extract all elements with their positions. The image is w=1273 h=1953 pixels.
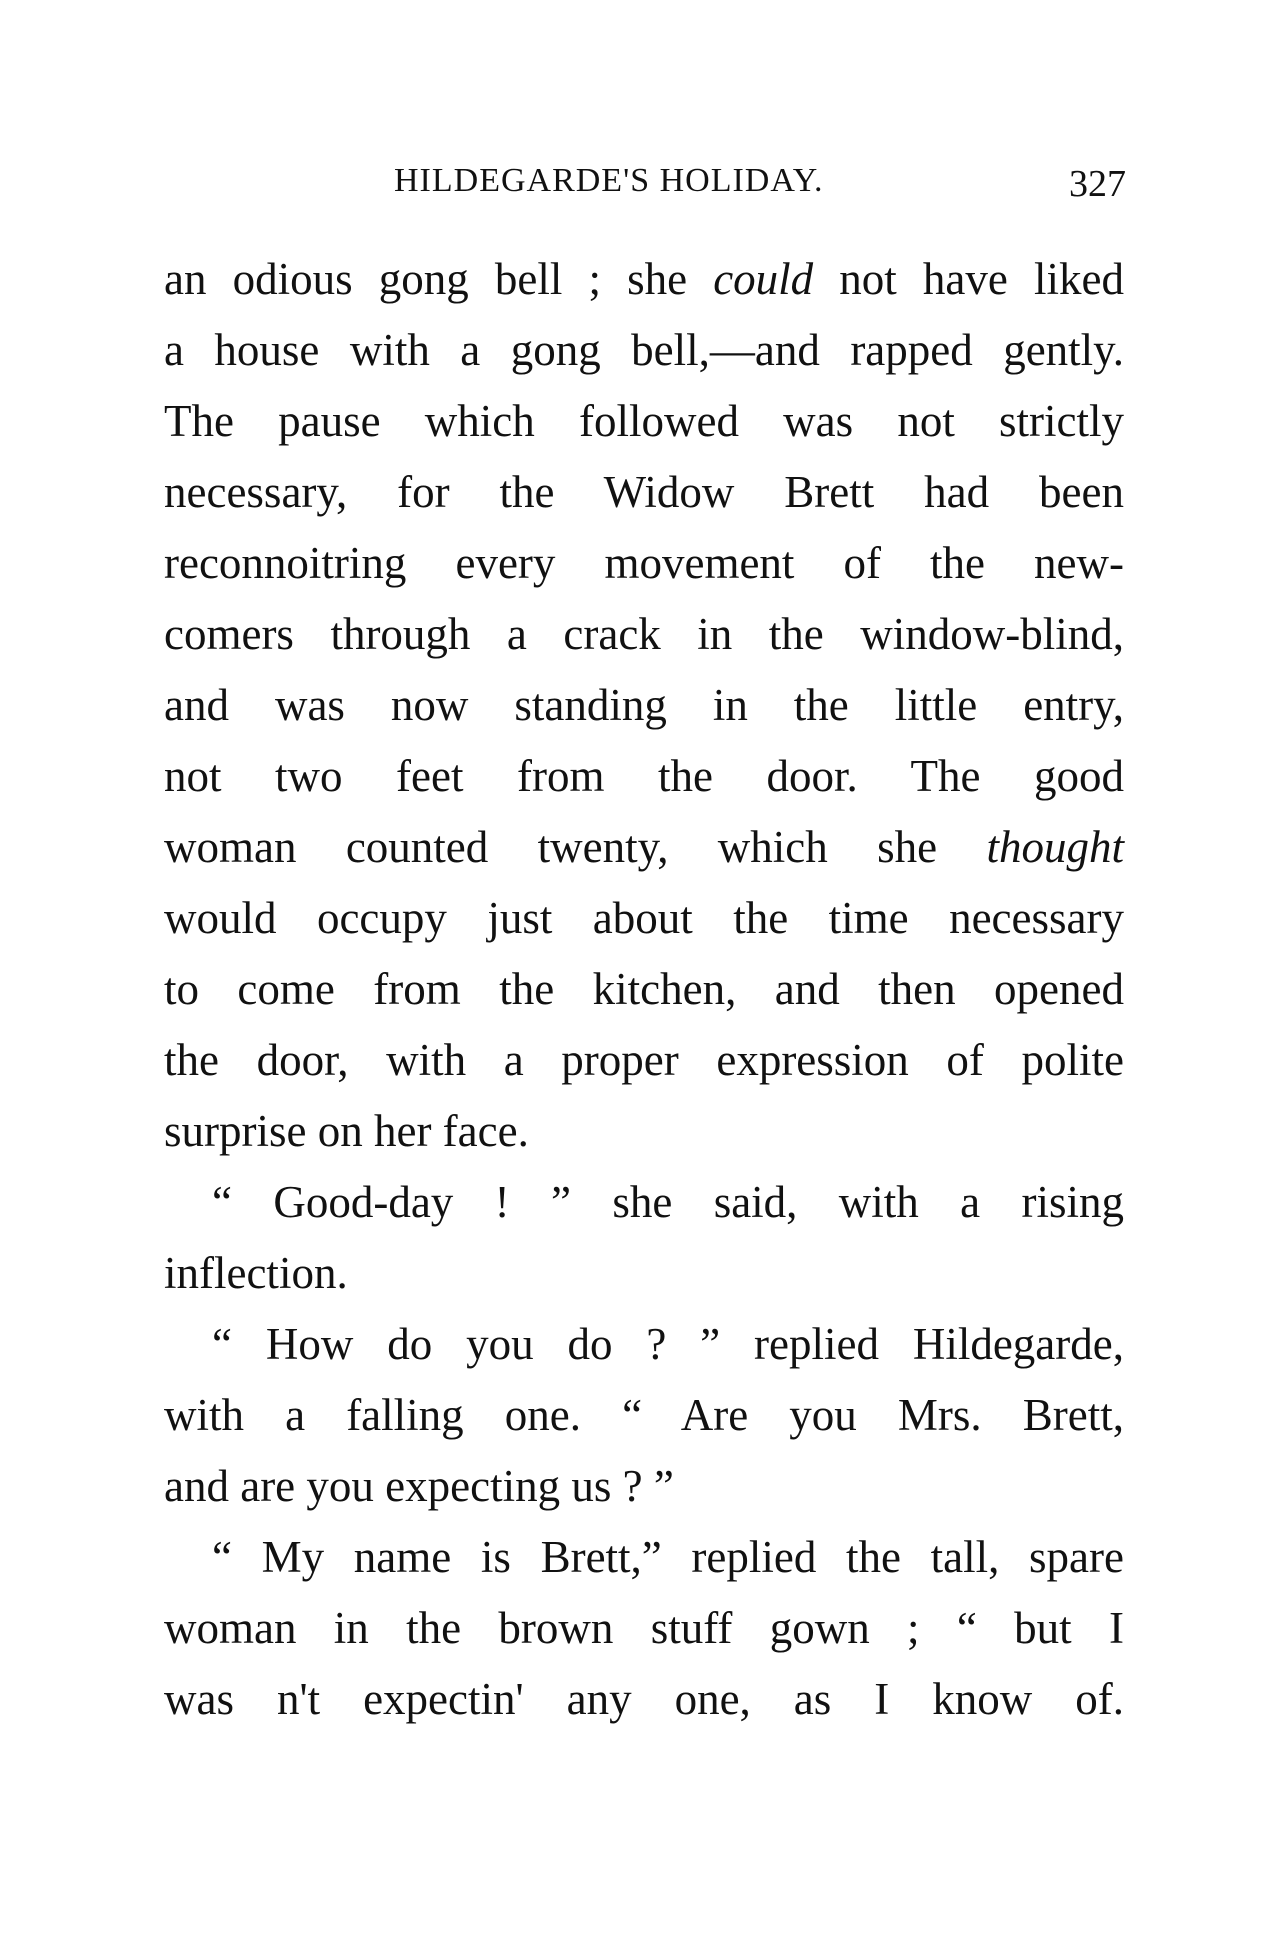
- text-line: woman in the brown stuff gown ; “ but I: [164, 1603, 1124, 1653]
- text-line: with a falling one. “ Are you Mrs. Brett,: [164, 1390, 1124, 1440]
- text-line: “ My name is Brett,” replied the tall, spare: [212, 1532, 1124, 1582]
- running-title: HILDEGARDE'S HOLIDAY.: [394, 162, 824, 199]
- emphasis: thought: [986, 822, 1124, 872]
- text-line: necessary, for the Widow Brett had been: [164, 467, 1124, 517]
- text-line: The pause which followed was not strictly: [164, 396, 1124, 446]
- text-line: reconnoitring every movement of the new-: [164, 538, 1124, 588]
- text-line: “ Good-day ! ” she said, with a rising: [212, 1177, 1124, 1227]
- emphasis: could: [713, 254, 814, 304]
- text-line: the door, with a proper expression of polite: [164, 1035, 1124, 1085]
- text-line: an odious gong bell ; she could not have liked: [164, 254, 1124, 304]
- text-line: comers through a crack in the window-blind,: [164, 609, 1124, 659]
- text-line: not two feet from the door. The good: [164, 751, 1124, 801]
- text-line: and was now standing in the little entry,: [164, 680, 1124, 730]
- text-line: was n't expectin' any one, as I know of.: [164, 1674, 1124, 1724]
- text-line: a house with a gong bell,—and rapped gently.: [164, 325, 1124, 375]
- text-line: inflection.: [164, 1248, 348, 1298]
- text-line: surprise on her face.: [164, 1106, 529, 1156]
- text-line: “ How do you do ? ” replied Hildegarde,: [212, 1319, 1124, 1369]
- text-line: to come from the kitchen, and then opened: [164, 964, 1124, 1014]
- body-text: [164, 244, 1124, 1735]
- page-number: 327: [1069, 163, 1126, 205]
- text-line: and are you expecting us ? ”: [164, 1461, 674, 1511]
- running-head: [166, 162, 1126, 212]
- text-line: would occupy just about the time necessary: [164, 893, 1124, 943]
- text-line: woman counted twenty, which she thought: [164, 822, 1124, 872]
